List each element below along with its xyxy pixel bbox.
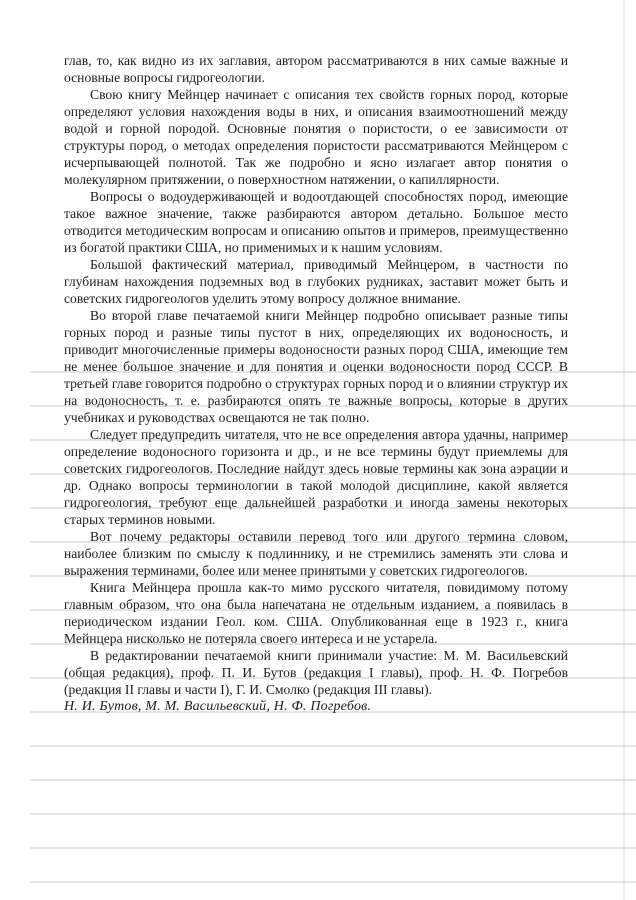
paragraph-1: глав, то, как видно из их заглавия, автором рассматриваются в них самые важные и основные вопросы гидрогеологии. [64, 53, 568, 85]
paragraph-9: В редактировании печатаемой книги принимали участие: М. М. Васильевский (общая редакция), проф. П. И. Бутов (редакция I главы), проф. Н. Ф. Погребов (редакция II главы и части I), Г. И. Смолко (редакция III главы). [64, 648, 568, 697]
paragraph-8: Книга Мейнцера прошла как-то мимо русского читателя, повидимому потому главным образом, что она была напечатана не отдельным изданием, а появилась в периодическом издании Геол. ком. США. Опубликованная еще в 1923 г., книга Мейнцера нисколько не потеряла своего интереса и не устарела. [64, 580, 568, 646]
paragraph-4: Большой фактический материал, приводимый Мейнцером, в частности по глубинам нахождения подземных вод в глубоких рудниках, заставит может быть и советских гидрогеологов уделить этому вопросу должное внимание. [64, 257, 568, 306]
document-page [64, 52, 568, 715]
paragraph-6: Следует предупредить читателя, что не все определения автора удачны, например определение водоносного горизонта и др., и не все термины будут приемлемы для советских гидрогеологов. Последние найдут здесь новые термины как зона аэрации и др. Однако вопросы терминологии в такой молодой дисциплине, какой является гидрогеология, требуют еще дальнейшей разработки и иногда замены некоторых старых терминов новыми. [64, 427, 568, 527]
paragraph-7: Вот почему редакторы оставили перевод того или другого термина словом, наиболее близким по смыслу к подлиннику, и не стремились заменять эти слова и выражения терминами, более или менее принятыми у советских гидрогеологов. [64, 529, 568, 578]
paragraph-2: Свою книгу Мейнцер начинает с описания тех свойств горных пород, которые определяют условия нахождения воды в них, и описания взаимоотношений между водой и горной породой. Основные понятия о пористости, о ее зависимости от структуры пород, о методах определения пористости рассматриваются Мейнцером с исчерпывающей полнотой. Так же подробно и ясно излагает автор понятия о молекулярном притяжении, о поверхностном натяжении, о капиллярности. [64, 87, 568, 187]
signature: Н. И. Бутов, М. М. Васильевский, Н. Ф. Погребов. [64, 699, 372, 714]
paragraph-5: Во второй главе печатаемой книги Мейнцер подробно описывает разные типы горных пород и разные типы пустот в них, определяющих их водоносность, и приводит многочисленные примеры водоносности разных пород США, имеющие тем не менее большое значение и для понятия и оценки водоносности пород СССР. В третьей главе говорится подробно о структурах горных пород и о влиянии структур их на водоносность, т. е. разбираются опять те важные вопросы, которые в других учебниках и руководствах освещаются не так полно. [64, 308, 568, 425]
paragraph-3: Вопросы о водоудерживающей и водоотдающей способностях пород, имеющие такое важное значение, также разбираются автором детально. Большое место отводится методическим вопросам и описанию опытов и примеров, преимущественно из богатой практики США, но применимых и к нашим условиям. [64, 189, 568, 255]
